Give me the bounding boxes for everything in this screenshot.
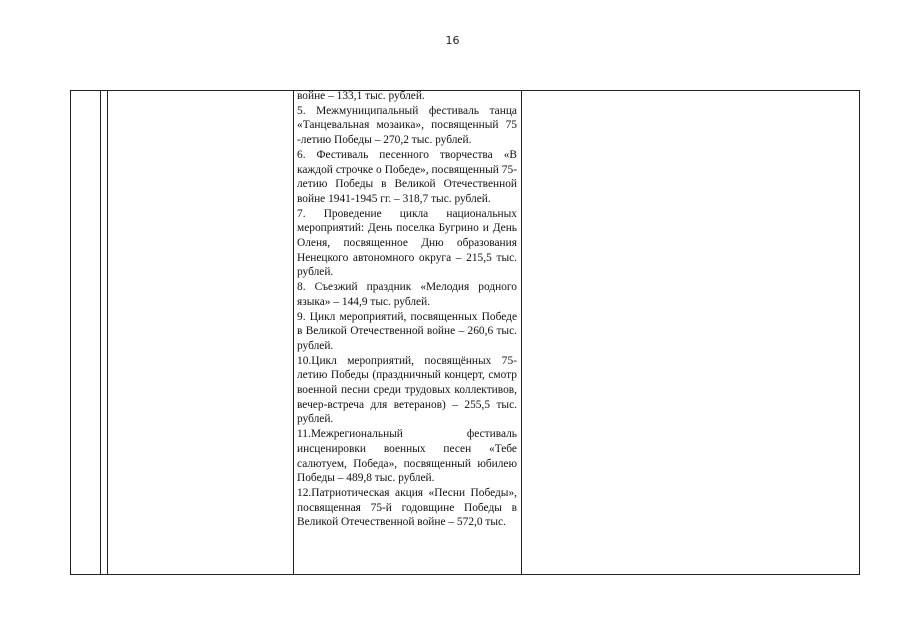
list-item: 12.Патриотическая акция «Песни Победы», посвященная 75-й годовщине Победы в Великой Отечественной войне – 572,0 тыс. (297, 486, 517, 529)
table-column-1 (71, 91, 101, 574)
document-table (70, 90, 860, 575)
list-item: 6. Фестиваль песенного творчества «В каждой строчке о Победе», посвященный 75- летию Победы в Великой Отечественной войне 1941-1945 гг. – 318,7 тыс. рублей. (297, 148, 517, 205)
list-item: войне – 133,1 тыс. рублей. (297, 90, 425, 102)
list-item: 7. Проведение цикла национальных мероприятий: День поселка Бугрино и День Оленя, посвященное Дню образования Ненецкого автономного округа – 215,5 тыс. рублей. (297, 207, 517, 279)
table-column-4 (294, 91, 522, 574)
table-column-2 (101, 91, 108, 574)
list-item: 10.Цикл мероприятий, посвящённых 75-летию Победы (праздничный концерт, смотр военной песни среди трудовых коллективов, вечер-встреча для ветеранов) – 255,5 тыс. рублей. (297, 354, 517, 426)
table-cell-text (297, 89, 517, 530)
table-column-5 (522, 91, 859, 574)
list-item: 11.Межрегиональный фестиваль инсценировки военных песен «Тебе салютуем, Победа», посвященный юбилею Победы – 489,8 тыс. рублей. (297, 428, 517, 485)
list-item: 8. Съезжий праздник «Мелодия родного языка» – 144,9 тыс. рублей. (297, 281, 517, 308)
page-number: 16 (445, 34, 460, 47)
table-column-3 (108, 91, 294, 574)
list-item: 9. Цикл мероприятий, посвященных Победе в Великой Отечественной войне – 260,6 тыс. рублей. (297, 310, 517, 352)
list-item: 5. Межмуниципальный фестиваль танца «Танцевальная мозаика», посвященный 75 -летию Победы – 270,2 тыс. рублей. (297, 104, 517, 147)
